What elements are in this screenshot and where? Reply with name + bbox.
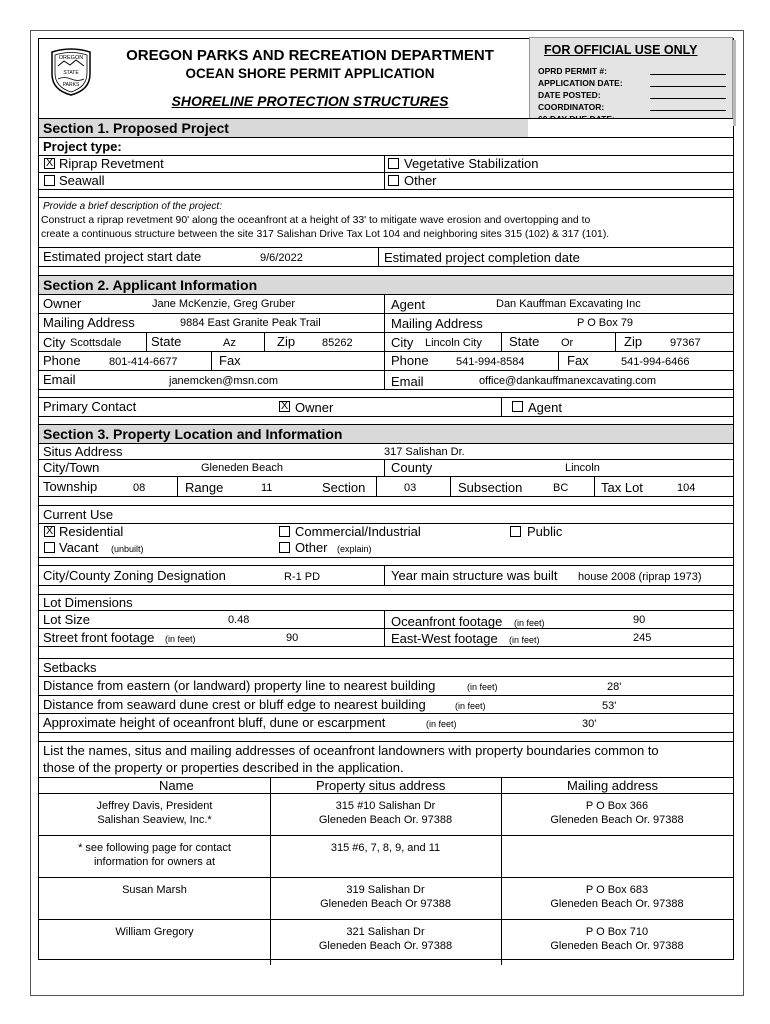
project-type-row [39,137,733,155]
spacer [39,557,733,565]
vacant-note: (unbuilt) [111,544,144,554]
coordinator-label: COORDINATOR: [538,102,605,112]
table-row [39,919,733,960]
owner-mail-line-2: Gleneden Beach Or. 97388 [550,814,684,826]
logo-text-top: OREGON [58,55,84,61]
description-line-2: create a continuous structure between the site 317 Salishan Drive Tax Lot 104 and neighboring sites 315 (102) & 317 (101). [41,229,610,240]
owner-city-value[interactable]: Scottsdale [70,337,122,349]
owner-state-value[interactable]: Az [223,337,236,349]
owner-email-label: Email [43,372,76,387]
east-west-label: East-West footage [391,631,498,646]
column-situs-header: Property situs address [316,778,446,793]
city-county-row [39,459,733,476]
primary-agent-checkbox[interactable] [512,401,523,412]
current-use-label: Current Use [43,507,114,522]
owner-mail-line-1: P O Box 366 [585,800,649,812]
commercial-label: Commercial/Industrial [295,524,421,539]
section-3-header [39,424,733,443]
department-title: OREGON PARKS AND RECREATION DEPARTMENT [126,47,494,64]
owner-phone-label: Phone [43,353,81,368]
city-state-zip-row [39,332,733,351]
landowners-instructions [39,741,733,777]
zoning-value[interactable]: R-1 PD [284,571,321,583]
owner-fax-label: Fax [219,353,241,368]
completion-date-label: Estimated project completion date [384,250,580,265]
situs-row [39,443,733,459]
section-label: Section [322,480,366,495]
east-west-in-feet: (in feet) [509,635,540,645]
project-type-label: Project type: [43,139,122,154]
agent-phone-label: Phone [391,353,429,368]
setback-1-value[interactable]: 28' [607,681,622,693]
year-built-value[interactable]: house 2008 (riprap 1973) [578,571,702,583]
email-row [39,370,733,389]
agent-value[interactable]: Dan Kauffman Excavating Inc [496,298,641,310]
spacer [39,416,733,424]
owner-situs-line-1: 315 #6, 7, 8, 9, and 11 [330,842,441,854]
oregon-state-parks-logo [48,46,94,96]
spacer [39,646,733,658]
current-use-options-2 [39,540,733,557]
owner-email-value[interactable]: janemcken@msn.com [169,375,278,387]
lot-size-label: Lot Size [43,612,90,627]
setback-2-value[interactable]: 53' [602,700,617,712]
owner-name-line-1: Susan Marsh [122,884,187,896]
setbacks-row [39,658,733,676]
other-use-label: Other [295,540,328,555]
current-use-options-1 [39,523,733,540]
owner-mail-line-1: P O Box 683 [585,884,649,896]
owner-mailing-value[interactable]: 9884 East Granite Peak Trail [180,317,321,329]
owner-name-line-2: Salishan Seaview, Inc.* [97,814,212,826]
project-dates-row [39,247,733,266]
tax-lot-label: Tax Lot [601,480,643,495]
range-value[interactable]: 11 [261,482,273,494]
spacer [39,266,733,275]
township-value[interactable]: 08 [133,482,146,494]
start-date-label: Estimated project start date [43,249,202,264]
owner-name-line-1: William Gregory [115,926,194,938]
owner-value[interactable]: Jane McKenzie, Greg Gruber [152,298,296,310]
owner-zip-value[interactable]: 85262 [322,337,353,349]
vegetative-checkbox[interactable] [388,158,399,169]
column-mailing-header: Mailing address [567,778,659,793]
project-type-options-row-1 [39,155,733,172]
owner-state-label: State [151,334,182,349]
mailing-address-row [39,313,733,332]
official-use-box [529,37,733,123]
agent-fax-label: Fax [567,353,589,368]
setbacks-label: Setbacks [43,660,97,675]
other-use-checkbox[interactable] [279,542,290,553]
spacer [39,585,733,594]
subsection-label: Subsection [458,480,523,495]
table-row [39,877,733,919]
agent-label: Agent [391,297,425,312]
tax-lot-value[interactable]: 104 [677,482,696,494]
agent-city-label: City [391,335,414,350]
zoning-row [39,565,733,585]
setback-3-row [39,713,733,732]
column-name-header: Name [159,778,194,793]
primary-contact-row [39,397,733,416]
coordinator-field[interactable] [538,102,726,112]
owner-name-line-1: * see following page for contact [78,842,231,854]
landowners-instructions-line-2: those of the property or properties described in the application. [43,760,404,775]
owner-mail-line-2: Gleneden Beach Or. 97388 [550,898,684,910]
vacant-checkbox[interactable] [44,542,55,553]
street-front-row [39,628,733,646]
owner-situs-line-1: 315 #10 Salishan Dr [335,800,436,812]
logo-text-bot: PARKS [62,82,80,88]
street-front-label: Street front footage [43,630,155,645]
current-use-row [39,505,733,523]
spacer [39,389,733,397]
situs-label: Situs Address [43,444,123,459]
township-label: Township [43,479,98,494]
spacer [39,189,733,197]
owner-phone-value[interactable]: 801-414-6677 [109,356,178,368]
phone-fax-row [39,351,733,370]
form-subtitle: SHORELINE PROTECTION STRUCTURES [171,93,449,109]
owner-name-line-1: Jeffrey Davis, President [96,800,213,812]
date-posted-field[interactable] [538,90,726,100]
vegetative-label: Vegetative Stabilization [404,156,539,171]
public-checkbox[interactable] [510,526,521,537]
residential-checkbox[interactable]: X [45,525,54,537]
east-west-value[interactable]: 245 [633,632,652,644]
subsection-value[interactable]: BC [553,482,569,494]
commercial-checkbox[interactable] [279,526,290,537]
owner-situs-line-2: Gleneden Beach Or. 97388 [318,940,453,952]
start-date-value[interactable]: 9/6/2022 [260,252,303,264]
setback-3-in-feet: (in feet) [426,719,457,729]
official-use-title: FOR OFFICIAL USE ONLY [544,43,698,57]
section-1-title: Section 1. Proposed Project [43,120,229,136]
owner-name-line-2: information for owners at [93,856,216,868]
other-use-note: (explain) [337,544,372,554]
section-value[interactable]: 03 [404,482,417,494]
oceanfront-footage-value[interactable]: 90 [633,614,646,626]
seawall-label: Seawall [59,173,105,188]
landowners-instructions-line-1: List the names, situs and mailing addresses of oceanfront landowners with property boundaries common to [43,743,659,758]
oprd-permit-label: OPRD PERMIT #: [538,66,607,76]
county-label: County [391,460,433,475]
agent-city-value[interactable]: Lincoln City [425,337,482,349]
riprap-label: Riprap Revetment [59,156,164,171]
table-row [39,835,733,877]
landowners-table-header [39,777,733,793]
spacer [39,732,733,741]
riprap-checkbox[interactable]: X [45,157,54,169]
logo-text-mid: STATE [63,70,79,76]
setback-1-label: Distance from eastern (or landward) property line to nearest building [43,678,436,693]
lot-size-value[interactable]: 0.48 [228,614,250,626]
vacant-label: Vacant [59,540,99,555]
application-date-field[interactable] [538,78,726,88]
owner-situs-line-2: Gleneden Beach Or 97388 [320,898,451,910]
range-label: Range [185,480,224,495]
owner-mail-line-1: P O Box 710 [585,926,649,938]
setback-1-in-feet: (in feet) [467,682,498,692]
setback-3-value[interactable]: 30' [582,718,597,730]
agent-mailing-label: Mailing Address [391,316,483,331]
owner-situs-line-1: 319 Salishan Dr [346,884,425,896]
street-front-in-feet: (in feet) [165,634,196,644]
other-project-label: Other [404,173,437,188]
oceanfront-in-feet: (in feet) [514,618,545,628]
owner-agent-row [39,294,733,313]
section-2-header [39,275,733,294]
owner-city-label: City [43,335,66,350]
agent-fax-value[interactable]: 541-994-6466 [621,356,690,368]
zoning-label: City/County Zoning Designation [43,568,226,583]
owner-mail-line-2: Gleneden Beach Or. 97388 [550,940,684,952]
spacer [39,496,733,505]
section-1-header [39,118,733,137]
county-value[interactable]: Lincoln [565,462,600,474]
description-line-1: Construct a riprap revetment 90' along the oceanfront at a height of 33' to mitigate wave erosion and overtopping and to [41,215,591,226]
setback-2-in-feet: (in feet) [455,701,486,711]
oceanfront-footage-label: Oceanfront footage [391,614,503,629]
seawall-checkbox[interactable] [44,175,55,186]
owner-situs-line-1: 321 Salishan Dr [346,926,425,938]
primary-contact-label: Primary Contact [43,399,137,414]
agent-state-value[interactable]: Or [561,337,574,349]
agent-phone-value[interactable]: 541-994-8584 [456,356,525,368]
city-town-label: City/Town [43,460,100,475]
city-town-value[interactable]: Gleneden Beach [201,462,283,474]
primary-owner-checkbox[interactable]: X [280,400,289,412]
date-posted-label: DATE POSTED: [538,90,601,100]
setback-1-row [39,676,733,695]
project-description-area[interactable] [39,197,733,247]
lot-dimensions-label: Lot Dimensions [43,595,133,610]
setback-3-label: Approximate height of oceanfront bluff, dune or escarpment [43,715,386,730]
situs-value[interactable]: 317 Salishan Dr. [384,446,465,458]
section-3-title: Section 3. Property Location and Information [43,426,343,442]
primary-owner-label: Owner [295,400,334,415]
agent-email-value[interactable]: office@dankauffmanexcavating.com [479,375,657,387]
agent-mailing-value[interactable]: P O Box 79 [577,317,634,329]
lot-dimensions-row [39,594,733,610]
lot-size-row [39,610,733,628]
township-row [39,476,733,496]
owner-mailing-label: Mailing Address [43,315,135,330]
year-built-label: Year main structure was built [391,568,558,583]
table-row [39,793,733,835]
owner-situs-line-2: Gleneden Beach Or. 97388 [318,814,453,826]
setback-2-label: Distance from seaward dune crest or bluff edge to nearest building [43,697,426,712]
oprd-permit-field[interactable] [538,66,726,76]
residential-label: Residential [59,524,124,539]
setback-2-row [39,695,733,713]
project-type-options-row-2 [39,172,733,189]
agent-state-label: State [509,334,540,349]
owner-zip-label: Zip [277,334,296,349]
agent-zip-label: Zip [624,334,643,349]
agent-email-label: Email [391,374,424,389]
form-title: OCEAN SHORE PERMIT APPLICATION [185,66,435,81]
public-label: Public [527,524,563,539]
primary-agent-label: Agent [528,400,562,415]
application-date-label: APPLICATION DATE: [538,78,623,88]
section-2-title: Section 2. Applicant Information [43,277,258,293]
agent-zip-value[interactable]: 97367 [670,337,701,349]
description-prompt: Provide a brief description of the project: [43,201,222,212]
owner-label: Owner [43,296,82,311]
other-project-checkbox[interactable] [388,175,399,186]
street-front-value[interactable]: 90 [286,632,299,644]
